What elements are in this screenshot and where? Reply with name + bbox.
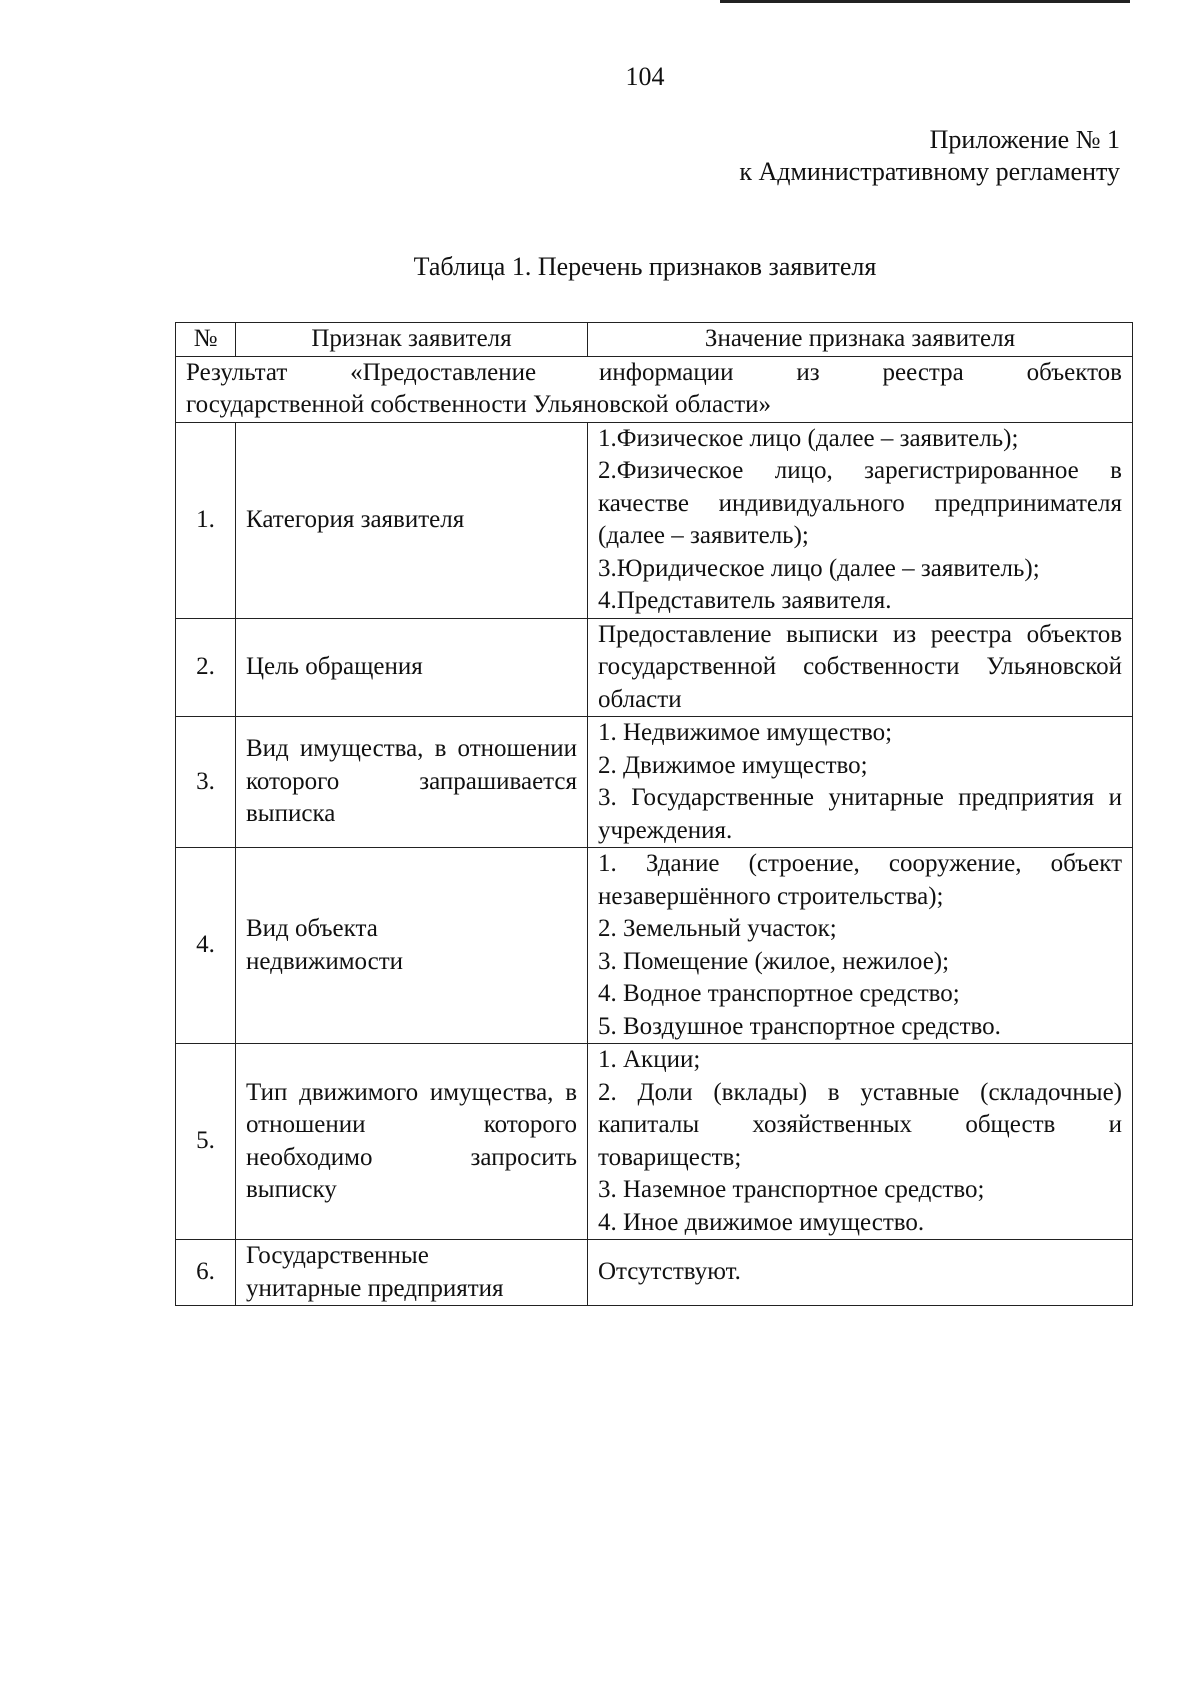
annex-line-1: Приложение № 1 bbox=[929, 125, 1120, 154]
row-sign-text: Вид объекта недвижимости bbox=[246, 915, 404, 975]
row-value-item: 2. Движимое имущество; bbox=[598, 751, 868, 779]
header-sign: Признак заявителя bbox=[236, 323, 588, 357]
table-row bbox=[176, 717, 1133, 848]
row-sign: Вид имущества, в отношении которого запрашивается выписка bbox=[236, 717, 588, 848]
row-value-item: 1. Недвижимое имущество; bbox=[598, 719, 893, 746]
row-values bbox=[588, 1240, 1133, 1306]
row-sign-text: Государственные унитарные предприятия bbox=[246, 1242, 504, 1302]
row-values bbox=[588, 848, 1133, 1044]
table-row bbox=[176, 1240, 1133, 1306]
row-value-item: Предоставление выписки из реестра объектов государственной собственности Ульяновской области bbox=[598, 620, 1122, 713]
row-values bbox=[588, 1044, 1133, 1240]
row-sign: Цель обращения bbox=[236, 618, 588, 717]
table-row bbox=[176, 422, 1133, 618]
row-value-item: 2.Физическое лицо, зарегистрированное в качестве индивидуального предпринимателя (далее – заявитель); bbox=[598, 457, 1122, 549]
header-value: Значение признака заявителя bbox=[588, 323, 1133, 357]
row-sign bbox=[236, 1240, 588, 1306]
table-row bbox=[176, 618, 1133, 717]
annex-line-2: к Административному регламенту bbox=[739, 157, 1120, 186]
table-header-row bbox=[176, 323, 1133, 357]
row-values bbox=[588, 717, 1133, 848]
row-value-item: 3.Юридическое лицо (далее – заявитель); bbox=[598, 554, 1040, 582]
row-value-item: 1. Акции; bbox=[598, 1046, 701, 1073]
result-line-2: государственной собственности Ульяновской области» bbox=[186, 391, 772, 418]
row-number: 5. bbox=[176, 1044, 236, 1240]
row-value-item: 2. Доли (вклады) в уставные (складочные) капиталы хозяйственных обществ и товариществ; bbox=[598, 1078, 1122, 1171]
row-value-item: Отсутствуют. bbox=[598, 1258, 741, 1286]
row-value-item: 2. Земельный участок; bbox=[598, 915, 837, 942]
row-value-item: 3. Помещение (жилое, нежилое); bbox=[598, 947, 950, 975]
row-number: 1. bbox=[176, 422, 236, 618]
row-number: 2. bbox=[176, 618, 236, 717]
row-value-item: 1.Физическое лицо (далее – заявитель); bbox=[598, 424, 1019, 452]
result-line-1: Результат «Предоставление информации из реестра объектов bbox=[186, 358, 1122, 386]
table-row bbox=[176, 848, 1133, 1044]
top-edge-rule bbox=[720, 0, 1130, 3]
row-sign bbox=[236, 848, 588, 1044]
row-values bbox=[588, 618, 1133, 717]
row-value-item: 4.Представитель заявителя. bbox=[598, 587, 892, 614]
row-value-item: 3. Государственные унитарные предприятия и учреждения. bbox=[598, 784, 1122, 844]
row-sign: Тип движимого имущества, в отношении которого необходимо запросить выписку bbox=[236, 1044, 588, 1240]
row-number: 6. bbox=[176, 1240, 236, 1306]
table-title: Таблица 1. Перечень признаков заявителя bbox=[413, 252, 877, 281]
row-value-item: 3. Наземное транспортное средство; bbox=[598, 1176, 985, 1203]
row-value-item: 1. Здание (строение, сооружение, объект незавершённого строительства); bbox=[598, 850, 1122, 910]
header-number: № bbox=[176, 323, 236, 357]
row-number: 3. bbox=[176, 717, 236, 848]
row-values bbox=[588, 422, 1133, 618]
annex-block bbox=[739, 124, 1120, 188]
table-row bbox=[176, 1044, 1133, 1240]
row-sign: Категория заявителя bbox=[236, 422, 588, 618]
row-value-item: 5. Воздушное транспортное средство. bbox=[598, 1012, 1001, 1040]
row-value-item: 4. Иное движимое имущество. bbox=[598, 1208, 925, 1236]
result-row bbox=[176, 356, 1133, 422]
applicant-signs-table bbox=[175, 322, 1133, 1306]
row-value-item: 4. Водное транспортное средство; bbox=[598, 980, 960, 1007]
result-cell bbox=[176, 356, 1133, 422]
row-number: 4. bbox=[176, 848, 236, 1044]
page-number: 104 bbox=[625, 62, 665, 91]
